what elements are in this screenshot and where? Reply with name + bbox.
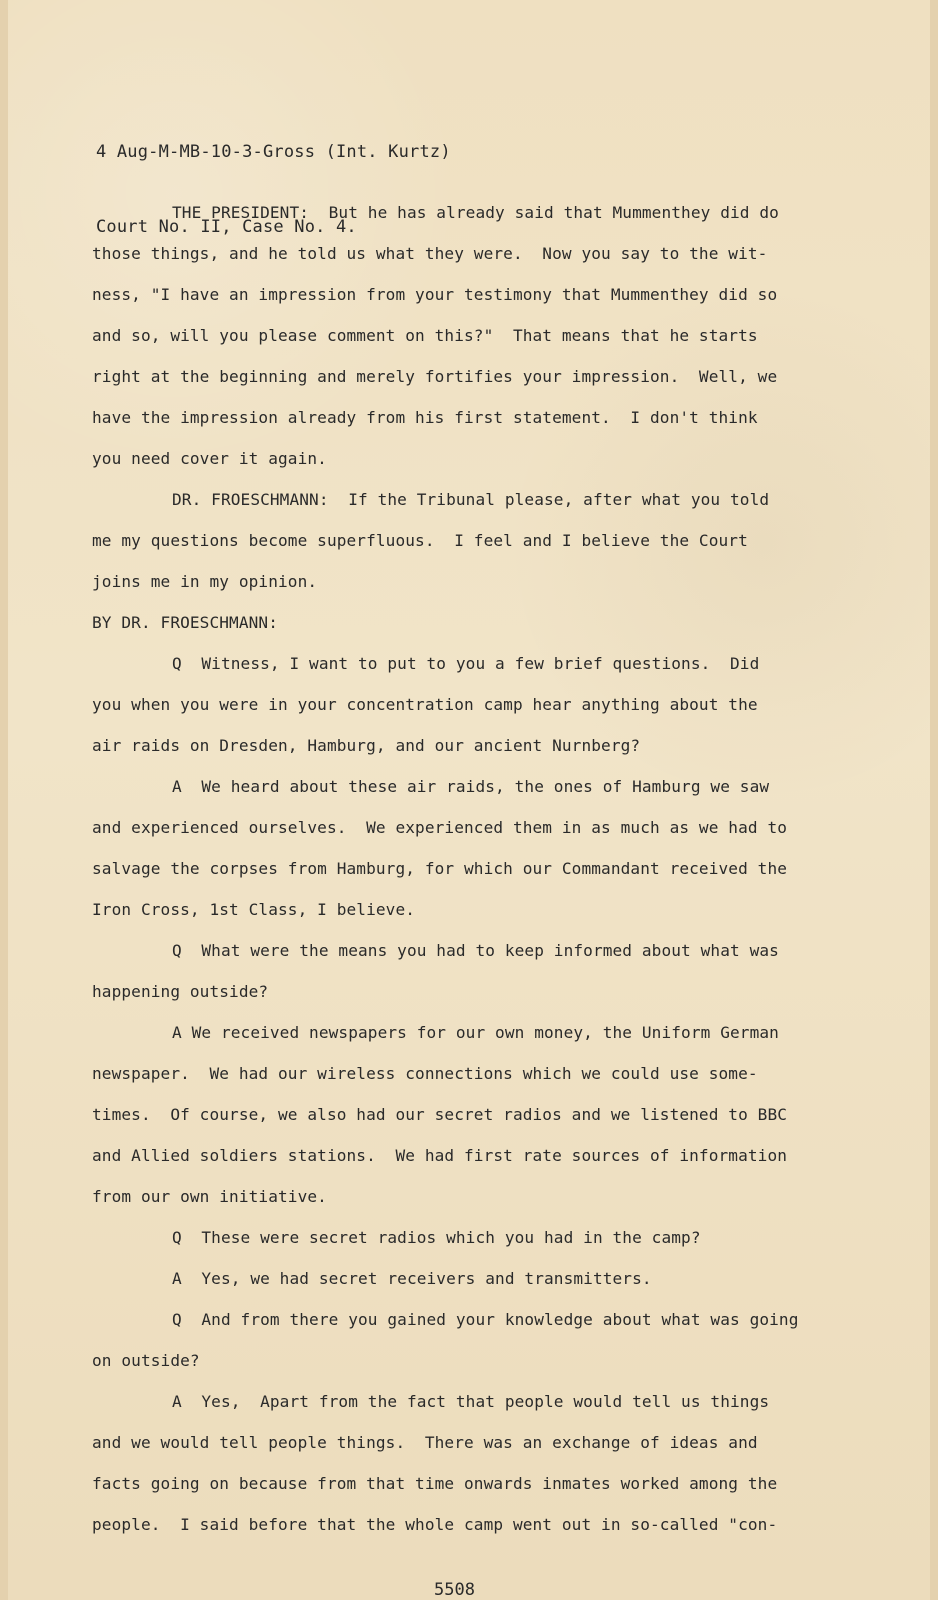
transcript-line: and Allied soldiers stations. We had first rate sources of information [92,1146,788,1165]
page-number: 5508 [434,1580,475,1600]
header-line-1: 4 Aug-M-MB-10-3-Gross (Int. Kurtz) [96,142,451,162]
transcript-line: and we would tell people things. There was an exchange of ideas and [92,1433,758,1452]
transcript-line: DR. FROESCHMANN: If the Tribunal please, after what you told [172,490,770,509]
transcript-line: facts going on because from that time onwards inmates worked among the [92,1474,778,1493]
transcript-line: newspaper. We had our wireless connections which we could use some- [92,1064,758,1083]
transcript-line: Q These were secret radios which you had in the camp? [172,1228,701,1247]
transcript-line: A We received newspapers for our own money, the Uniform German [172,1023,779,1042]
transcript-line: Iron Cross, 1st Class, I believe. [92,900,416,919]
transcript-line: BY DR. FROESCHMANN: [92,613,278,632]
header-line-2: Court No. II, Case No. 4. [96,217,357,237]
transcript-line: and so, will you please comment on this?" That means that he starts [92,326,758,345]
transcript-line: A We heard about these air raids, the ones of Hamburg we saw [172,777,770,796]
transcript-line: from our own initiative. [92,1187,327,1206]
transcript-line: A Yes, Apart from the fact that people would tell us things [172,1392,770,1411]
transcript-line: times. Of course, we also had our secret radios and we listened to BBC [92,1105,788,1124]
transcript-line: have the impression already from his first statement. I don't think [92,408,758,427]
transcript-line: right at the beginning and merely fortifies your impression. Well, we [92,367,778,386]
transcript-line: joins me in my opinion. [92,572,318,591]
transcript-line: me my questions become superfluous. I feel and I believe the Court [92,531,748,550]
transcript-line: THE PRESIDENT: But he has already said that Mummenthey did do [172,203,779,222]
transcript-line: ness, "I have an impression from your testimony that Mummenthey did so [92,285,778,304]
transcript-line: happening outside? [92,982,269,1001]
transcript-line: Q And from there you gained your knowledge about what was going [172,1310,799,1329]
transcript-line: you when you were in your concentration camp hear anything about the [92,695,758,714]
transcript-line: you need cover it again. [92,449,327,468]
transcript-line: on outside? [92,1351,200,1370]
transcript-line: and experienced ourselves. We experienced them in as much as we had to [92,818,788,837]
transcript-line: salvage the corpses from Hamburg, for which our Commandant received the [92,859,788,878]
transcript-line: Q What were the means you had to keep informed about what was [172,941,779,960]
transcript-body [92,192,832,1545]
transcript-line: A Yes, we had secret receivers and transmitters. [172,1269,652,1288]
transcript-line: air raids on Dresden, Hamburg, and our ancient Nurnberg? [92,736,641,755]
transcript-line: Q Witness, I want to put to you a few brief questions. Did [172,654,760,673]
transcript-line: those things, and he told us what they were. Now you say to the wit- [92,244,768,263]
transcript-line: people. I said before that the whole camp went out in so-called "con- [92,1515,778,1534]
